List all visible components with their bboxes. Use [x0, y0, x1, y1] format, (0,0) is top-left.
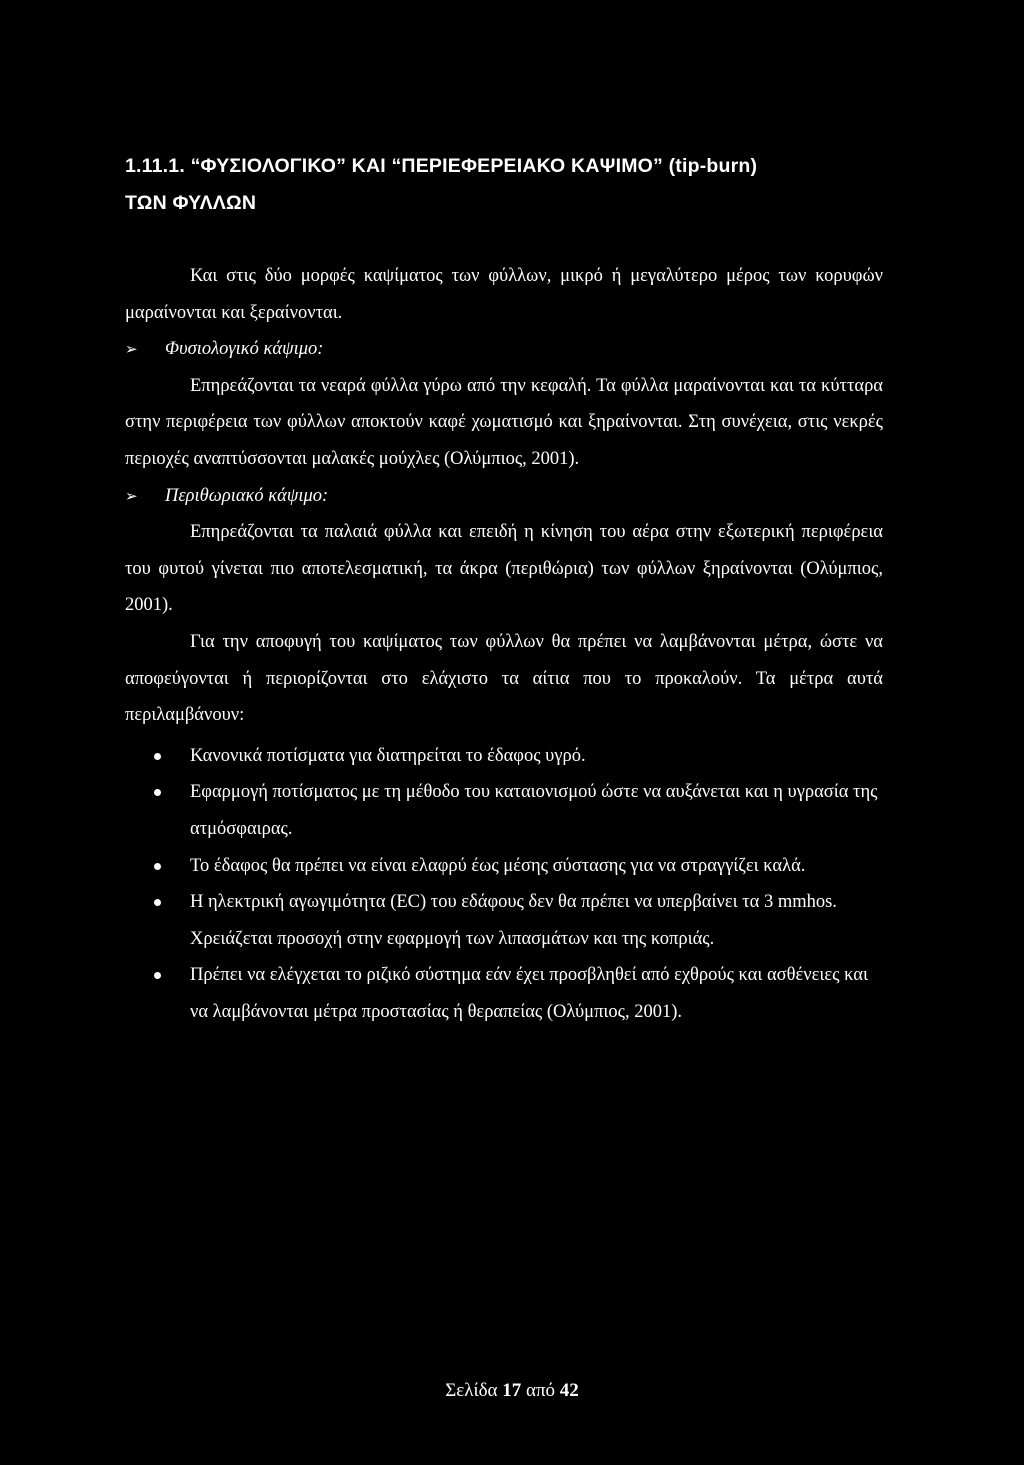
- section-heading-line-1: 1.11.1. “ΦΥΣΙΟΛΟΓΙΚΟ” ΚΑΙ “ΠΕΡΙΕΦΕΡΕΙΑΚΟ ΚΑΨΙΜΟ” (tip-burn): [125, 155, 758, 177]
- section-heading-line-2: ΤΩΝ ΦΥΛΛΩΝ: [125, 192, 257, 214]
- section-body: [125, 258, 883, 1030]
- physiological-title: Φυσιολογικό κάψιμο:: [165, 339, 324, 360]
- list-item: [125, 738, 883, 775]
- list-item: [125, 774, 883, 847]
- list-item: [125, 848, 883, 885]
- physiological-subheading: [125, 331, 883, 368]
- list-item: [125, 957, 883, 1030]
- peripheral-title: Περιθωριακό κάψιμο:: [165, 485, 329, 506]
- list-item-text: Κανονικά ποτίσματα για διατηρείται το έδαφος υγρό.: [190, 745, 586, 766]
- round-bullet-icon: [154, 789, 161, 796]
- list-item-text: Η ηλεκτρική αγωγιμότητα (EC) του εδάφους δεν θα πρέπει να υπερβαίνει τα 3 mmhos. Χρειάζεται προσοχή στην εφαρμογή των λιπασμάτων και της κοπριάς.: [190, 892, 837, 949]
- page-footer: [0, 1380, 1024, 1402]
- arrowhead-bullet-icon: ➢: [125, 340, 138, 359]
- peripheral-subheading: [125, 478, 883, 515]
- peripheral-paragraph: Επηρεάζονται τα παλαιά φύλλα και επειδή η κίνηση του αέρα στην εξωτερική περιφέρεια του φυτού γίνεται πιο αποτελεσματική, τα άκρα (περιθώρια) των φύλλων ξηραίνονται (Ολύμπιος, 2001).: [125, 522, 883, 616]
- round-bullet-icon: [154, 863, 161, 870]
- physiological-paragraph: Επηρεάζονται τα νεαρά φύλλα γύρω από την κεφαλή. Τα φύλλα μαραίνονται και τα κύτταρα στην περιφέρεια των φύλλων αποκτούν καφέ χωματισμό και ξηραίνονται. Στη συνέχεια, στις νεκρές περιοχές αναπτύσσονται μαλακές μούχλες (Ολύμπιος, 2001).: [125, 375, 883, 469]
- section-heading: [125, 148, 905, 222]
- footer-middle: από: [525, 1380, 556, 1401]
- footer-total-pages: 42: [559, 1380, 579, 1401]
- intro-paragraph: Και στις δύο μορφές καψίματος των φύλλων, μικρό ή μεγαλύτερο μέρος των κορυφών μαραίνονται και ξεραίνονται.: [125, 266, 883, 323]
- list-item-text: Πρέπει να ελέγχεται το ριζικό σύστημα εάν έχει προσβληθεί από εχθρούς και ασθένειες και να λαμβάνονται μέτρα προστασίας ή θεραπείας (Ολύμπιος, 2001).: [190, 965, 868, 1022]
- round-bullet-icon: [154, 972, 161, 979]
- round-bullet-icon: [154, 899, 161, 906]
- footer-prefix: Σελίδα: [445, 1380, 498, 1401]
- footer-page-number: 17: [502, 1380, 522, 1401]
- list-item: [125, 884, 883, 957]
- prevention-paragraph: Για την αποφυγή του καψίματος των φύλλων θα πρέπει να λαμβάνονται μέτρα, ώστε να αποφεύγονται ή περιορίζονται στο ελάχιστο τα αίτια που το προκαλούν. Τα μέτρα αυτά περιλαμβάνουν:: [125, 631, 883, 726]
- list-item-text: Το έδαφος θα πρέπει να είναι ελαφρύ έως μέσης σύστασης για να στραγγίζει καλά.: [190, 855, 806, 876]
- round-bullet-icon: [154, 753, 161, 760]
- arrowhead-bullet-icon: ➢: [125, 486, 138, 505]
- measures-list: [125, 738, 883, 1031]
- list-item-text: Εφαρμογή ποτίσματος με τη μέθοδο του καταιονισμού ώστε να αυξάνεται και η υγρασία της ατμόσφαιρας.: [190, 782, 878, 839]
